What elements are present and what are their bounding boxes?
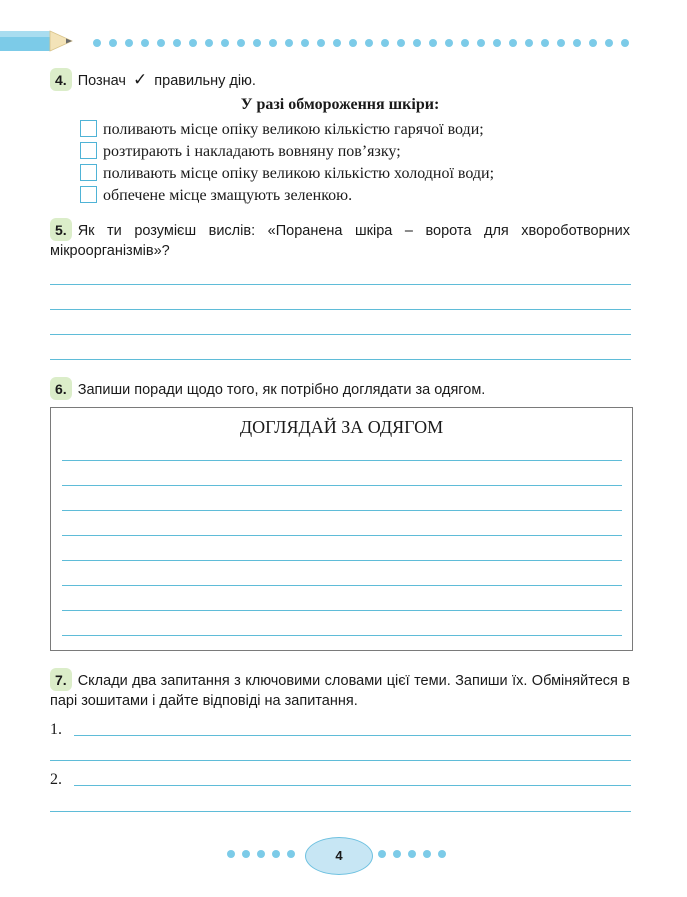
option-label: обпечене місце змащують зеленкою. bbox=[103, 187, 353, 204]
option-row bbox=[80, 142, 401, 162]
task-number-badge: 4. bbox=[50, 68, 72, 91]
answer-line[interactable] bbox=[50, 284, 631, 285]
pencil-icon bbox=[0, 28, 80, 54]
frame-title: ДОГЛЯДАЙ ЗА ОДЯГОМ bbox=[239, 417, 444, 437]
task-4-instruction bbox=[50, 68, 256, 91]
option-row bbox=[80, 120, 484, 140]
option-row bbox=[80, 186, 352, 206]
answer-line[interactable] bbox=[62, 560, 622, 561]
option-checkbox[interactable] bbox=[80, 186, 97, 203]
option-label: поливають місце опіку великою кількістю холодної води; bbox=[103, 165, 495, 182]
answer-line[interactable] bbox=[62, 610, 622, 611]
task-7-instruction bbox=[50, 668, 630, 711]
answer-line[interactable] bbox=[50, 334, 631, 335]
answer-line[interactable] bbox=[62, 460, 622, 461]
answer-line[interactable] bbox=[62, 585, 622, 586]
answer-line[interactable] bbox=[50, 760, 631, 761]
task-6-instruction bbox=[50, 377, 485, 400]
question-number-1: 1. bbox=[50, 721, 62, 738]
answer-line[interactable] bbox=[62, 635, 622, 636]
task-4-subtitle: У разі обмороження шкіри: bbox=[240, 96, 440, 113]
option-checkbox[interactable] bbox=[80, 164, 97, 181]
clothing-care-frame bbox=[50, 407, 633, 651]
option-checkbox[interactable] bbox=[80, 142, 97, 159]
task-4-text-after: правильну дію. bbox=[154, 73, 256, 89]
top-dotted-divider bbox=[92, 38, 637, 48]
answer-line[interactable] bbox=[50, 309, 631, 310]
question-number-2: 2. bbox=[50, 771, 62, 788]
task-5-text: Як ти розумієш вислів: «Поранена шкіра – ворота для хвороботворних мікроорганізмів»? bbox=[50, 223, 630, 259]
option-label: розтирають і накладають вовняну пов’язку; bbox=[103, 143, 401, 160]
bottom-dots-right bbox=[377, 849, 457, 859]
checkmark-icon: ✓ bbox=[133, 70, 148, 89]
task-7-text: Склади два запитання з ключовими словами цієї теми. Запиши їх. Обміняйтеся в парі зошитами і дайте відповіді на запитання. bbox=[50, 673, 630, 709]
task-number-badge: 6. bbox=[50, 377, 72, 400]
answer-line[interactable] bbox=[50, 811, 631, 812]
bottom-dots-left bbox=[226, 849, 306, 859]
option-label: поливають місце опіку великою кількістю гарячої води; bbox=[103, 121, 484, 138]
answer-line[interactable] bbox=[74, 785, 631, 786]
option-checkbox[interactable] bbox=[80, 120, 97, 137]
task-number-badge: 5. bbox=[50, 218, 72, 241]
page-number: 4 bbox=[305, 837, 373, 875]
answer-line[interactable] bbox=[62, 510, 622, 511]
task-number-badge: 7. bbox=[50, 668, 72, 691]
answer-line[interactable] bbox=[50, 359, 631, 360]
task-5-instruction bbox=[50, 218, 630, 261]
answer-line[interactable] bbox=[74, 735, 631, 736]
answer-line[interactable] bbox=[62, 535, 622, 536]
task-4-text-before: Познач bbox=[77, 73, 126, 89]
task-6-text: Запиши поради щодо того, як потрібно доглядати за одягом. bbox=[77, 382, 486, 398]
answer-line[interactable] bbox=[62, 485, 622, 486]
option-row bbox=[80, 164, 494, 184]
